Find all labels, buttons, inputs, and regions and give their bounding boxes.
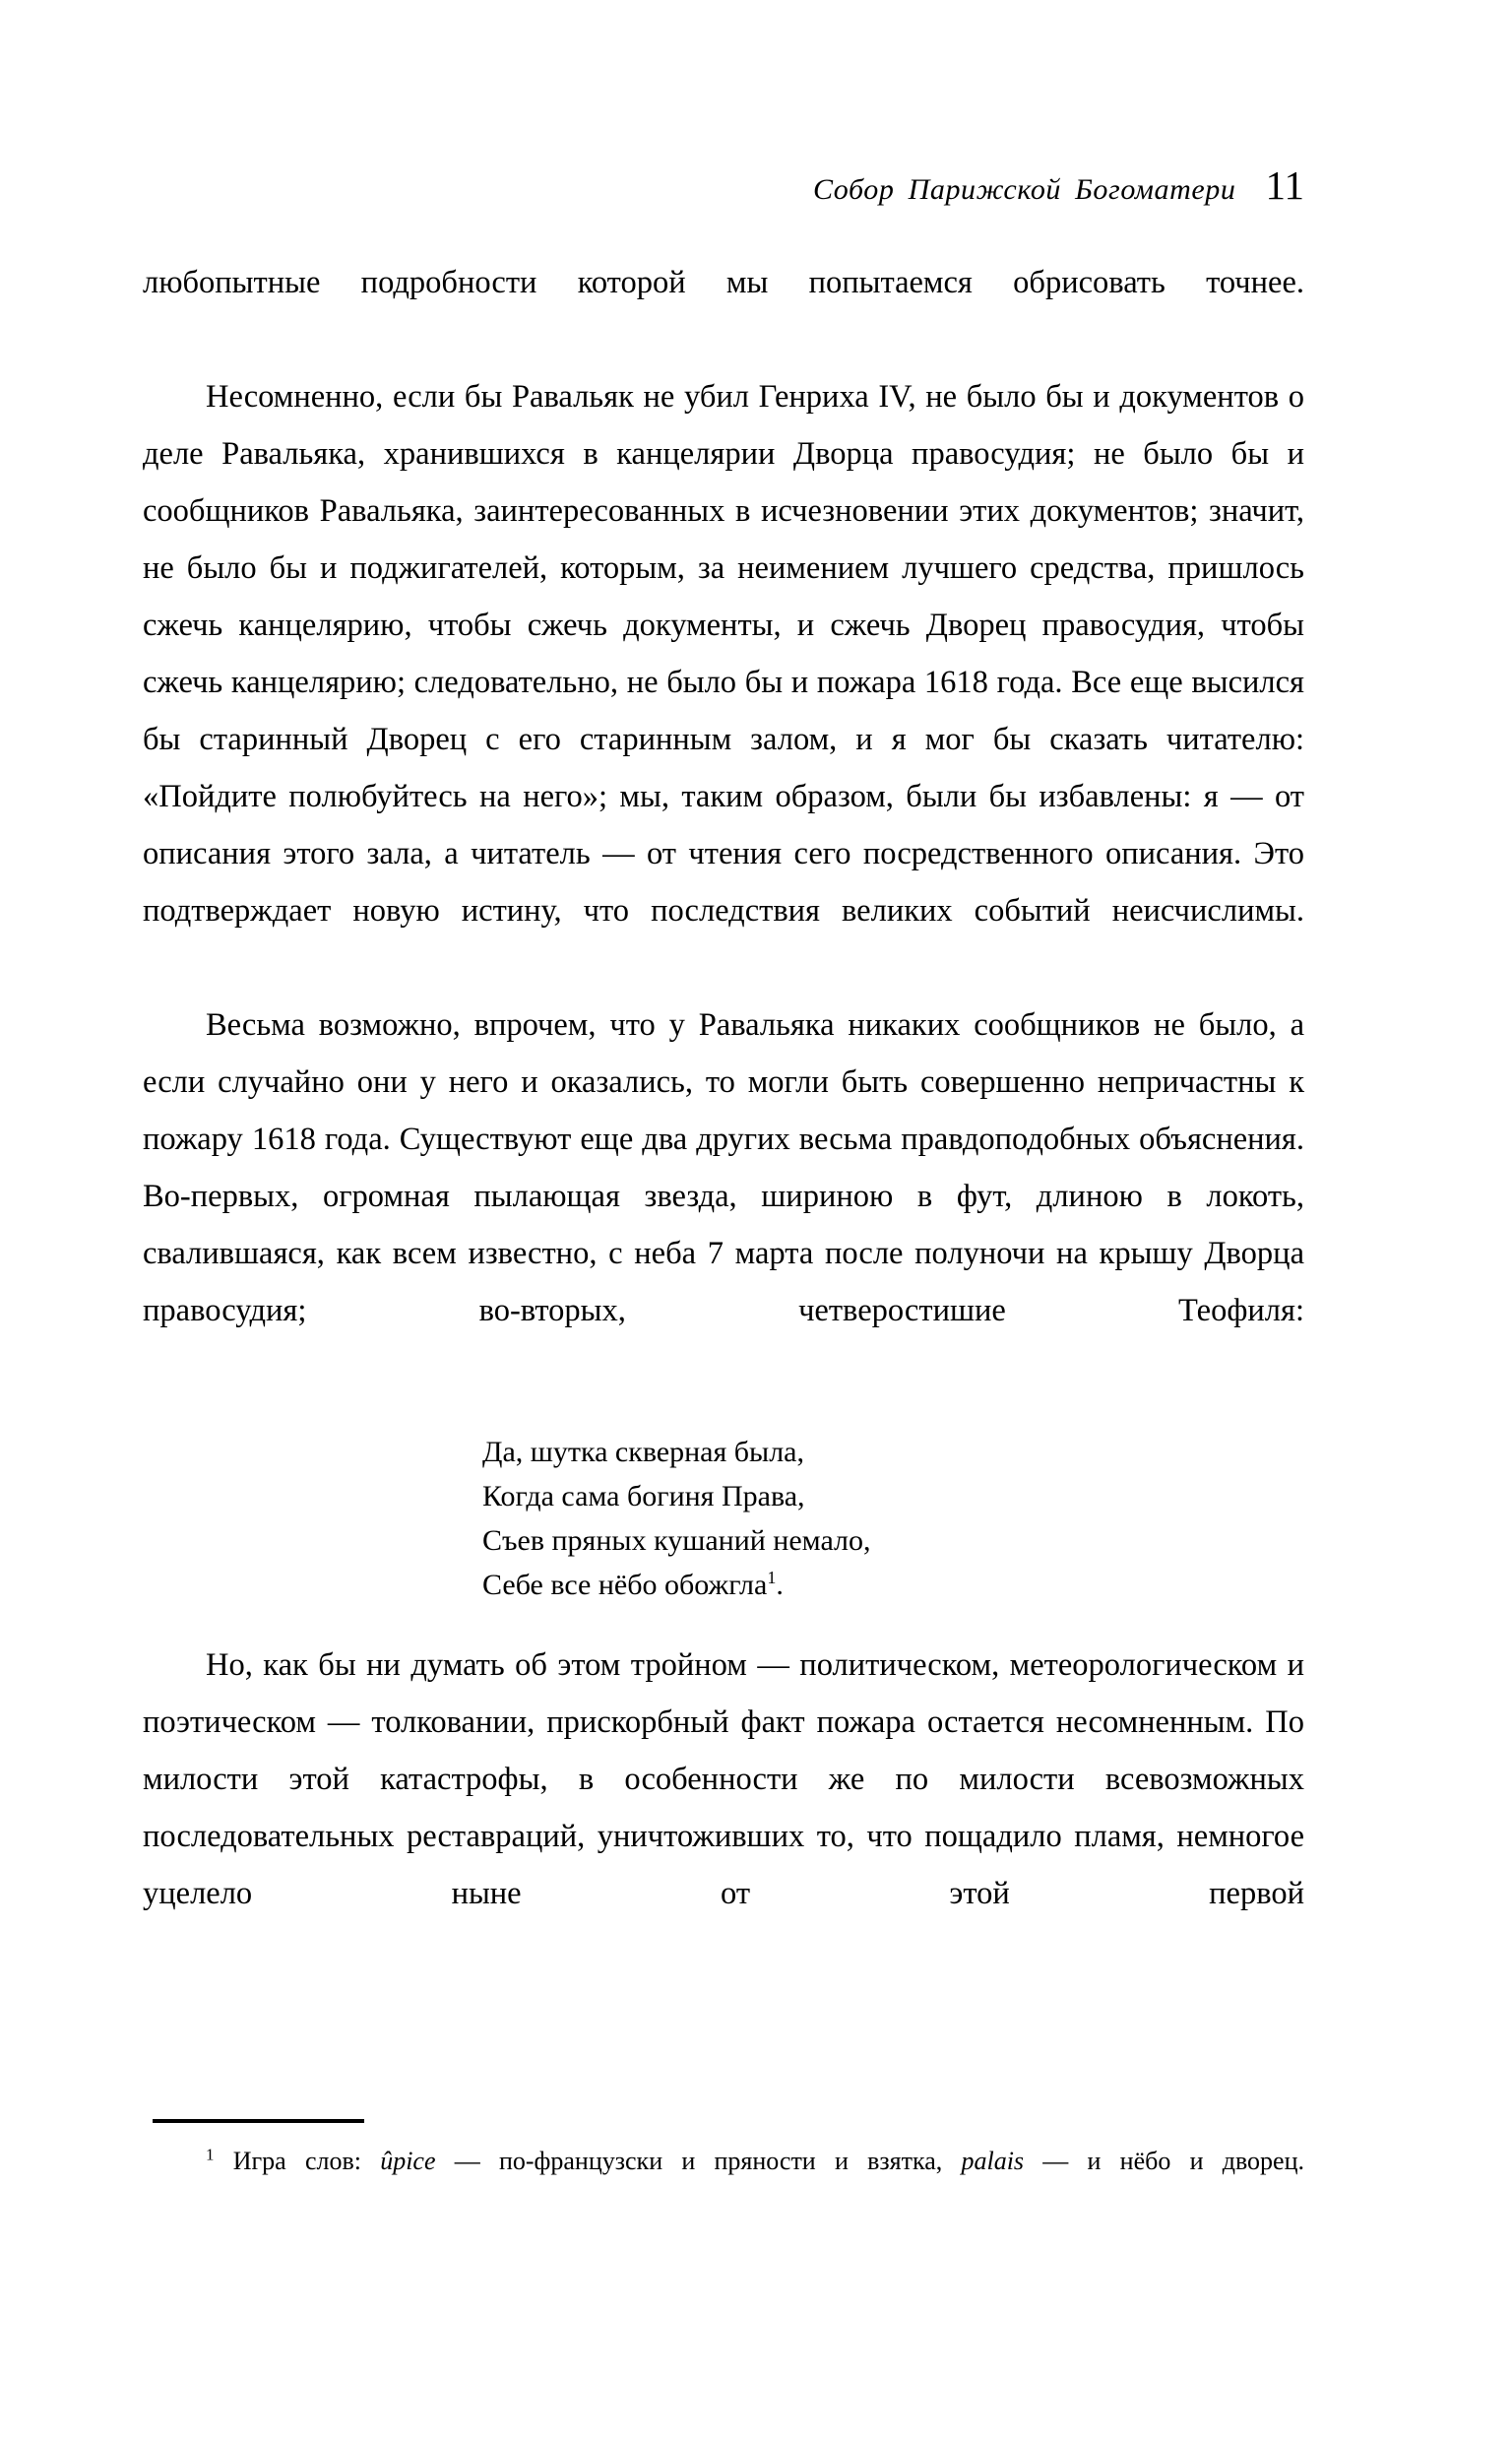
paragraph-4: Но, как бы ни думать об этом тройном — политическом, метеорологическом и поэтическом — толковании, прискорбный факт пожара остается несомненным. По милости этой катастрофы, в особенности же по милости всевозможных последовательных реставраций, уничтоживших то, что пощадило пламя, немногое уцелело ныне от этой первой: [143, 1647, 1304, 1911]
text-column: [143, 254, 1304, 1979]
verse-line-3: Съев пряных кушаний немало,: [482, 1524, 871, 1557]
footnote-italic-term-2: palais: [961, 2147, 1025, 2175]
footnote-dash: —: [1024, 2147, 1069, 2175]
verse-line-4-text: Себе все нёбо обожгла: [482, 1569, 768, 1601]
footnote-reference-marker[interactable]: 1: [767, 1568, 777, 1587]
verse-quotation: [143, 1396, 1304, 1637]
footnote-lead: Игра слов:: [214, 2147, 381, 2175]
paragraph-3: Весьма возможно, впрочем, что у Равальяка никаких сообщников не было, а если случайно они у него и оказались, то могли быть совершенно непричастны к пожару 1618 года. Существуют еще два других весьма правдоподобных объяснения. Во-первых, огромная пылающая звезда, шириною в фут, длиною в локоть, свалившаяся, как всем известно, с неба 7 марта после полуночи на крышу Дворца правосудия; во-вторых, четверостишие Теофиля:: [143, 1007, 1304, 1328]
verse-line-4: [482, 1563, 1304, 1607]
footnote-text: [143, 2141, 1304, 2221]
running-head-title: Собор Парижской Богоматери: [812, 173, 1236, 206]
footnote-line-2: и нёбо и дворец.: [1087, 2147, 1305, 2175]
verse-line-1: Да, шутка скверная была,: [482, 1436, 804, 1468]
paragraph-2: Несомненно, если бы Равальяк не убил Генриха IV, не было бы и документов о деле Равальяка, хранившихся в канцелярии Дворца правосудия; не было бы и сообщников Равальяка, заинтересованных в исчезновении этих документов; значит, не было бы и поджигателей, которым, за неимением лучшего средства, пришлось сжечь канцелярию, чтобы сжечь документы, и сжечь Дворец правосудия, чтобы сжечь канцелярию; следовательно, не было бы и пожара 1618 года. Все еще высился бы старинный Дворец с его старинным залом, и я мог бы сказать читателю: «Пойдите полюбуйтесь на него»; мы, таким образом, были бы избавлены: я — от описания этого зала, а читатель — от чтения сего посредственного описания. Это подтверждает новую истину, что последствия великих событий неисчислимы.: [143, 379, 1304, 929]
footnote-middle: — по-французски и пряности и взятка,: [435, 2147, 962, 2175]
verse-line-4-tail: .: [776, 1569, 784, 1601]
footnote-separator-rule: [153, 2119, 364, 2123]
paragraph-1: любопытные подробности которой мы попытаемся обрисовать точнее.: [143, 265, 1304, 300]
footnote-area: [143, 2119, 1304, 2221]
page-number: 11: [1265, 162, 1304, 208]
running-head: [143, 162, 1304, 208]
verse-line-2: Когда сама богиня Права,: [482, 1480, 805, 1512]
footnote-marker: 1: [206, 2145, 215, 2164]
footnote-italic-term-1: ûpice: [380, 2147, 436, 2175]
